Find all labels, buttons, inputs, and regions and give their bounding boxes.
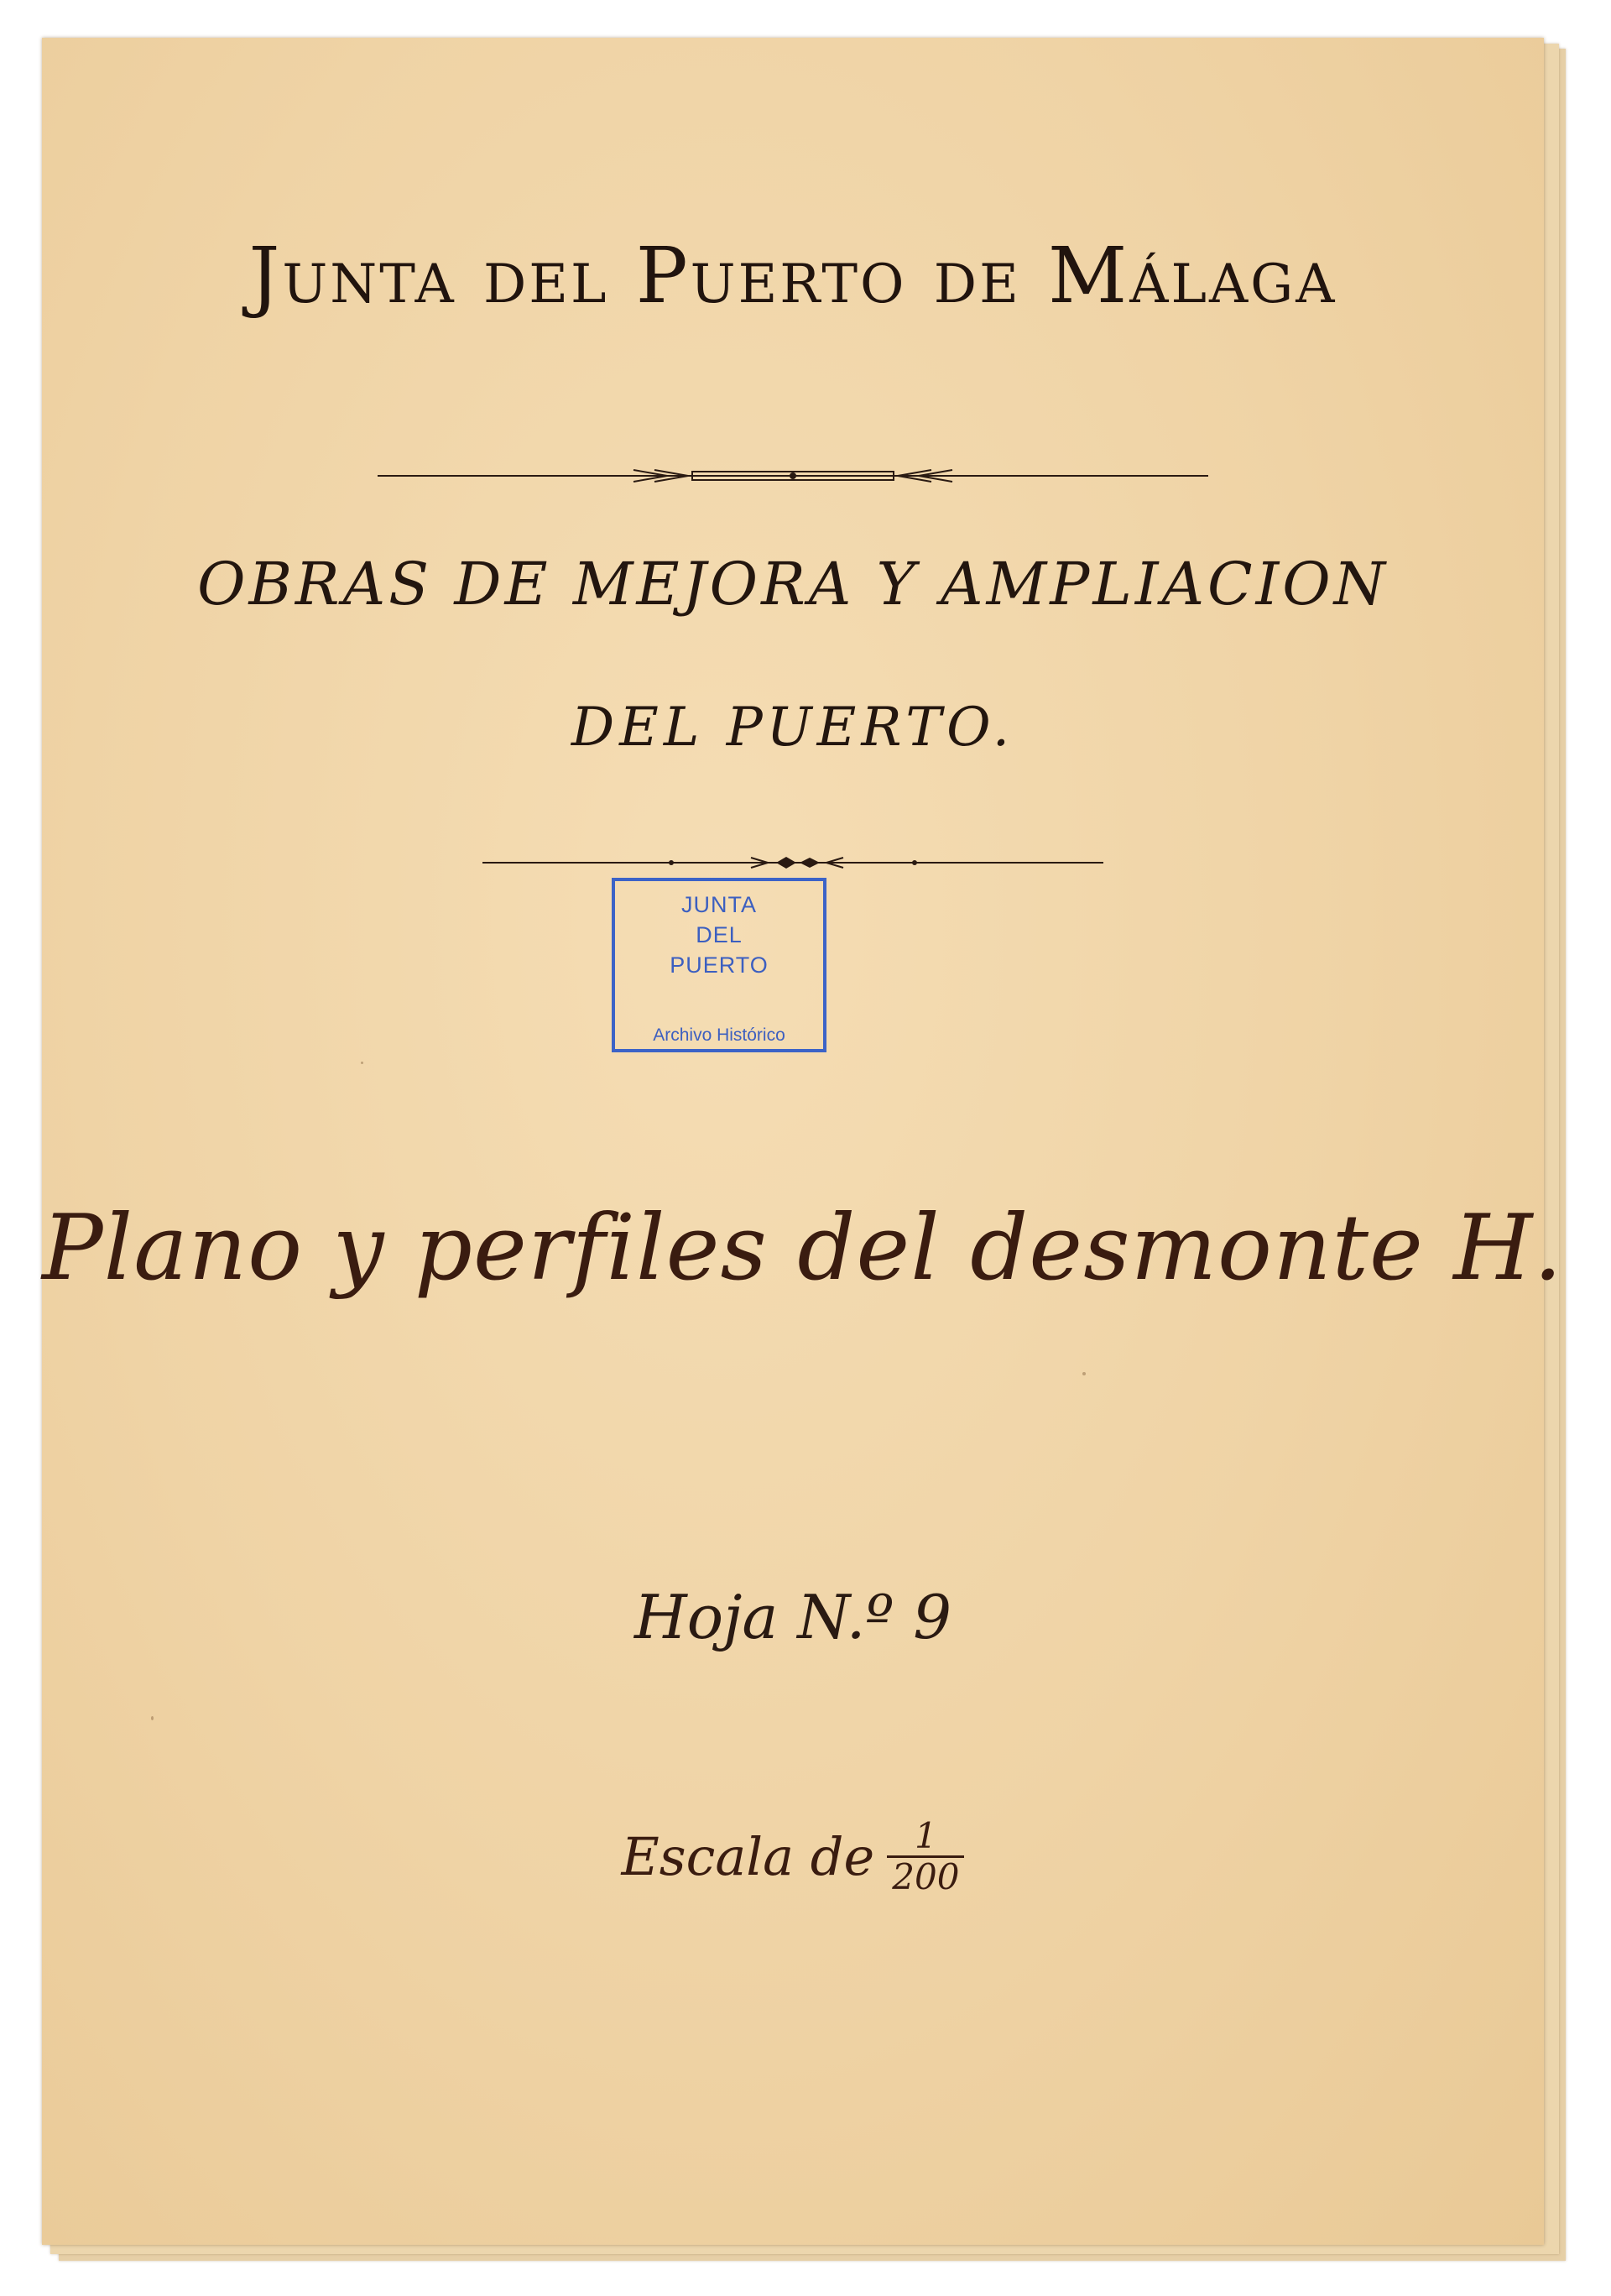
stamp-text: PUERTO <box>670 952 769 978</box>
scale-label: Escala de <box>621 1826 875 1887</box>
archive-stamp <box>612 878 826 1052</box>
plan-title: Plano y perfiles del desmonte H. <box>42 1196 1563 1301</box>
document-subtitle: OBRAS DE MEJORA Y AMPLIACION <box>197 550 1389 618</box>
paper-fleck <box>1082 1372 1086 1375</box>
document-title: Junta del Puerto de Málaga <box>248 231 1337 321</box>
stamp-text: DEL <box>696 922 743 947</box>
stamp-text: JUNTA <box>681 892 757 917</box>
scale-denominator: 200 <box>892 1856 960 1897</box>
ornamental-divider-middle <box>482 846 1103 879</box>
ornamental-divider-top <box>378 457 1208 491</box>
document-subtitle-continued: DEL PUERTO. <box>571 697 1015 759</box>
sheet-number: Hoja N.º 9 <box>633 1582 952 1652</box>
stamp-archive-label: Archivo Histórico <box>653 1025 785 1045</box>
scale-notation <box>42 1817 1544 1897</box>
document-cover-sheet <box>42 38 1563 2245</box>
scale-numerator: 1 <box>887 1817 964 1858</box>
paper-fleck <box>361 1062 363 1064</box>
scale-fraction <box>887 1817 964 1897</box>
paper-fleck <box>151 1716 154 1720</box>
